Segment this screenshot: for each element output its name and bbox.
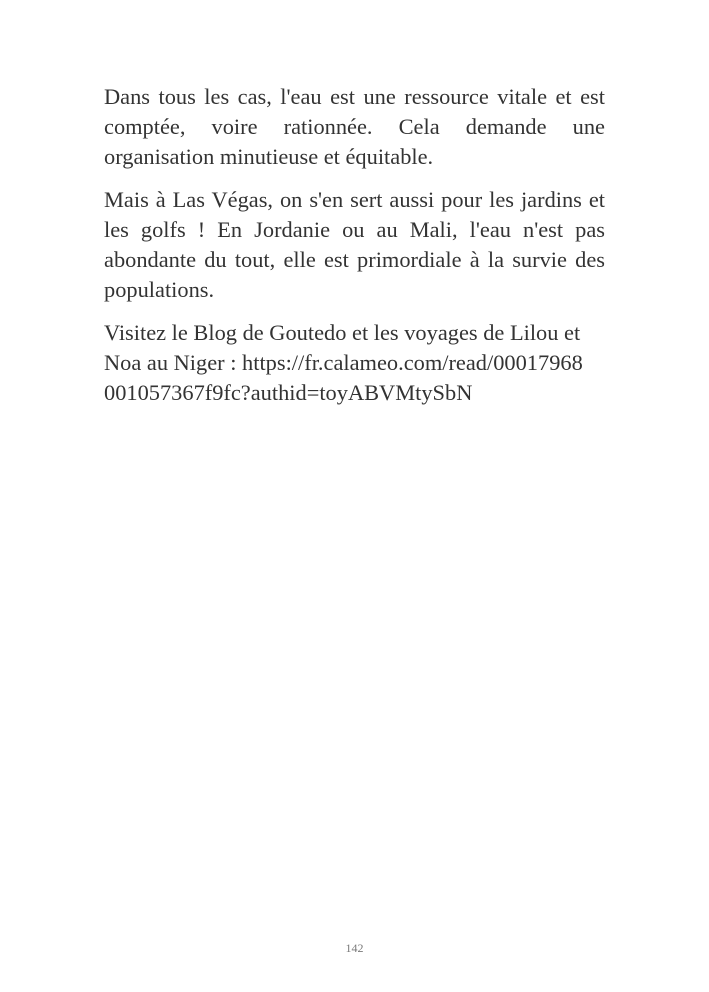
paragraph-water-resource: Dans tous les cas, l'eau est une ressource vitale et est comptée, voire rationnée. Cela demande une organisation minutieuse et équitable. [104, 84, 605, 169]
paragraph-las-vegas: Mais à Las Végas, on s'en sert aussi pour les jardins et les golfs ! En Jordanie ou au Mali, l'eau n'est pas abondante du tout, elle est primordiale à la survie des populations. [104, 187, 605, 302]
body-text [104, 82, 605, 421]
page-number: 142 [345, 941, 364, 955]
paragraph-blog-link: Visitez le Blog de Goutedo et les voyages de Lilou et Noa au Niger : https://fr.calameo.com/read/00017968 001057367f9fc?authid=toyABVMtySbN [104, 320, 583, 405]
